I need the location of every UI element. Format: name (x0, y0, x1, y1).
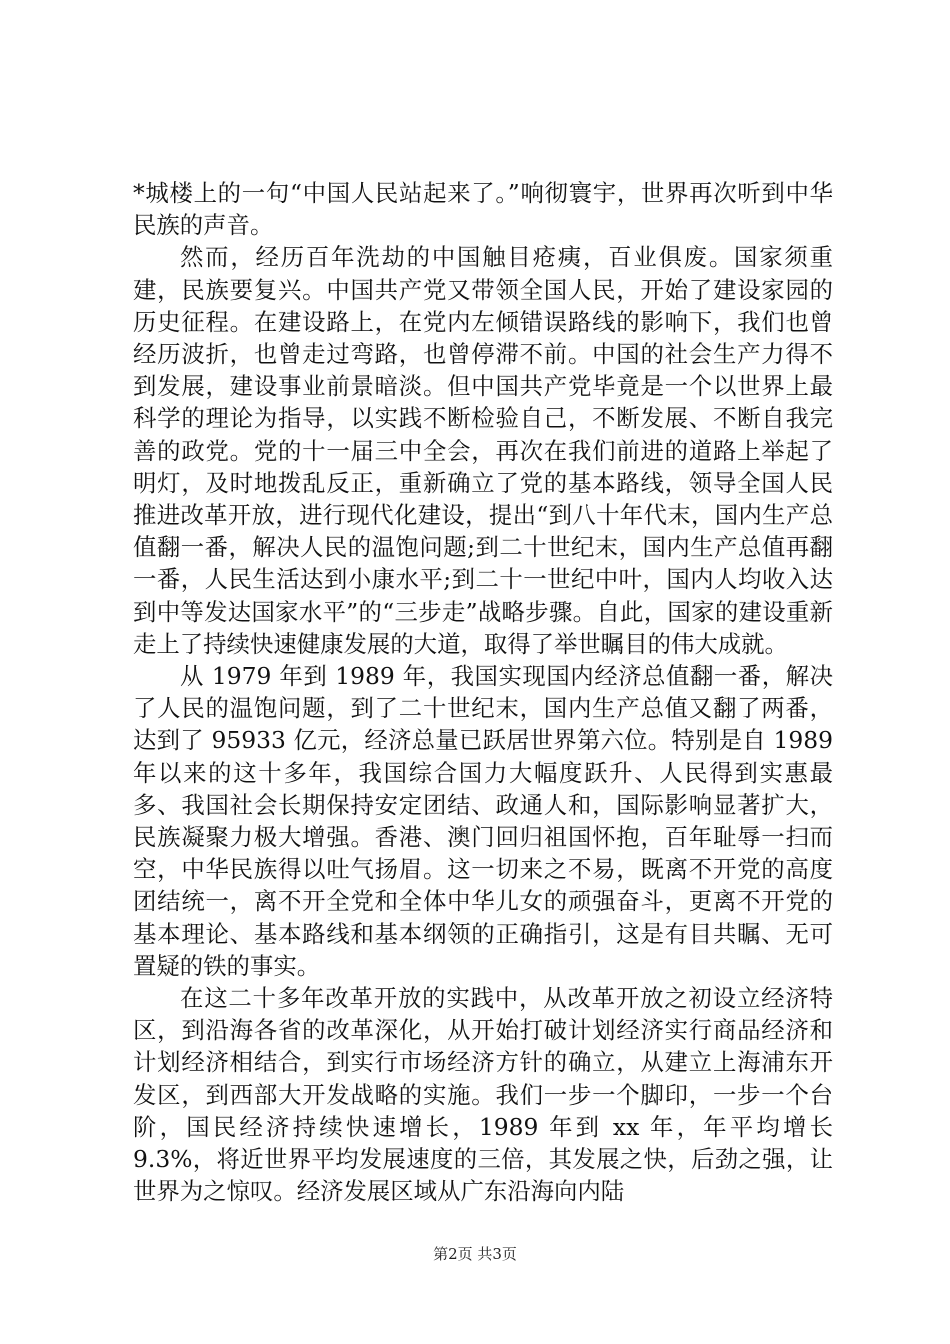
page-number-footer: 第2页 共3页 (433, 1245, 517, 1263)
document-body (133, 177, 833, 1208)
paragraph-1: *城楼上的一句“中国人民站起来了。”响彻寰宇，世界再次听到中华民族的声音。 (133, 179, 833, 240)
paragraph-2: 然而，经历百年洗劫的中国触目疮痍，百业俱废。国家须重建，民族要复兴。中国共产党又带领全国人民，开始了建设家园的历史征程。在建设路上，在党内左倾错误路线的影响下，我们也曾经历波折，也曾走过弯路，也曾停滞不前。中国的社会生产力得不到发展，建设事业前景暗淡。但中国共产党毕竟是一个以世界上最科学的理论为指导，以实践不断检验自己，不断发展、不断自我完善的政党。党的十一届三中全会，再次在我们前进的道路上举起了明灯，及时地拨乱反正，重新确立了党的基本路线，领导全国人民推进改革开放，进行现代化建设，提出“到八十年代末，国内生产总值翻一番，解决人民的温饱问题;到二十世纪末，国内生产总值再翻一番，人民生活达到小康水平;到二十一世纪中叶，国内人均收入达到中等发达国家水平”的“三步走”战略步骤。自此，国家的建设重新走上了持续快速健康发展的大道，取得了举世瞩目的伟大成就。 (133, 243, 833, 658)
paragraph-3: 从 1979 年到 1989 年，我国实现国内经济总值翻一番，解决了人民的温饱问题，到了二十世纪末，国内生产总值又翻了两番，达到了 95933 亿元，经济总量已跃居世界第六位。特别是自 1989 年以来的这十多年，我国综合国力大幅度跃升、人民得到实惠最多、我国社会长期保持安定团结、政通人和，国际影响显著扩大，民族凝聚力极大增强。香港、澳门回归祖国怀抱，百年耻辱一扫而空，中华民族得以吐气扬眉。这一切来之不易，既离不开党的高度团结统一，离不开全党和全体中华儿女的顽强奋斗，更离不开党的基本理论、基本路线和基本纲领的正确指引，这是有目共瞩、无可置疑的铁的事实。 (133, 662, 833, 980)
paragraph-4: 在这二十多年改革开放的实践中，从改革开放之初设立经济特区，到沿海各省的改革深化，从开始打破计划经济实行商品经济和计划经济相结合，到实行市场经济方针的确立，从建立上海浦东开发区，到西部大开发战略的实施。我们一步一个脚印，一步一个台阶，国民经济持续快速增长，1989 年到 xx 年，年平均增长 9.3%，将近世界平均发展速度的三倍，其发展之快，后劲之强，让世界为之惊叹。经济发展区域从广东沿海向内陆 (133, 984, 833, 1206)
